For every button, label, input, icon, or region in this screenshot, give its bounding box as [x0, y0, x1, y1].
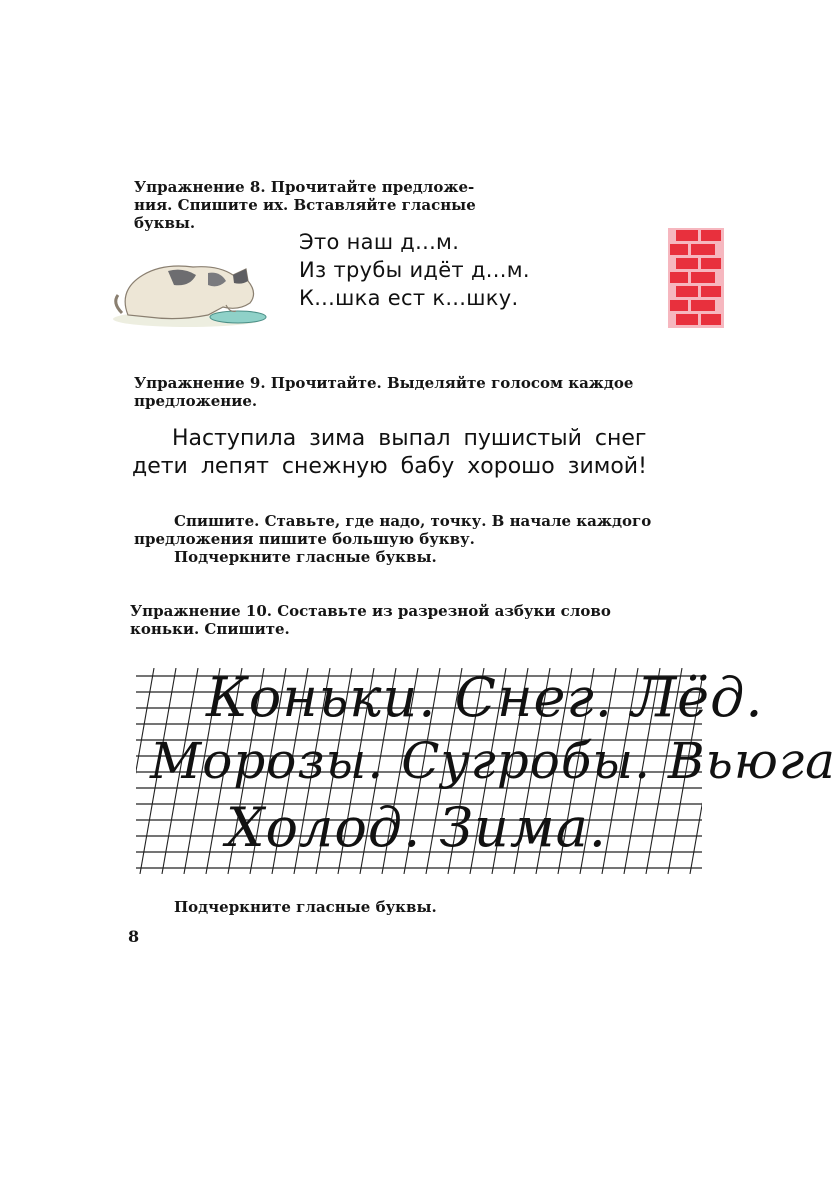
instruction-line: Упражнение 10. Составьте из разрезной азбуки слово: [130, 602, 611, 620]
sentence: Это наш д...м.: [299, 230, 460, 254]
instruction-line: Упражнение 8. Прочитайте предложе-: [134, 178, 475, 196]
task-line: Спишите. Ставьте, где надо, точку. В начале каждого: [174, 512, 652, 530]
task-line: предложения пишите большую букву.: [134, 530, 475, 548]
cat-illustration: [108, 245, 268, 330]
cursive-line-2: Морозы. Сугробы. Вьюга: [150, 732, 836, 790]
exercise-9-instruction: [134, 374, 714, 410]
instruction-line: Упражнение 9. Прочитайте. Выделяйте голосом каждое: [134, 374, 634, 392]
exercise-10-task: Подчеркните гласные буквы.: [174, 898, 437, 916]
text-line: дети лепят снежную бабу хорошо зимой!: [132, 454, 647, 479]
instruction-line: ния. Спишите их. Вставляйте гласные: [134, 196, 476, 214]
page-number: 8: [128, 927, 140, 946]
instruction-line: предложение.: [134, 392, 258, 410]
sentence: К...шка ест к...шку.: [299, 286, 519, 310]
cursive-line-3: Холод. Зима.: [226, 796, 607, 859]
instruction-line: коньки. Спишите.: [130, 620, 290, 638]
cursive-line-1: Коньки. Снег. Лёд.: [206, 666, 764, 729]
exercise-9-text: [132, 425, 712, 481]
exercise-10-instruction: [130, 602, 710, 638]
exercise-9-task: [134, 512, 714, 566]
sentence: Из трубы идёт д...м.: [299, 258, 530, 282]
brick-chimney-illustration: [668, 228, 724, 328]
text-line: Наступила зима выпал пушистый снег: [172, 426, 647, 451]
task-line: Подчеркните гласные буквы.: [174, 548, 437, 566]
instruction-line: буквы.: [134, 214, 196, 232]
exercise-8-sentences: [299, 228, 530, 312]
exercise-8-instruction: [134, 178, 534, 232]
